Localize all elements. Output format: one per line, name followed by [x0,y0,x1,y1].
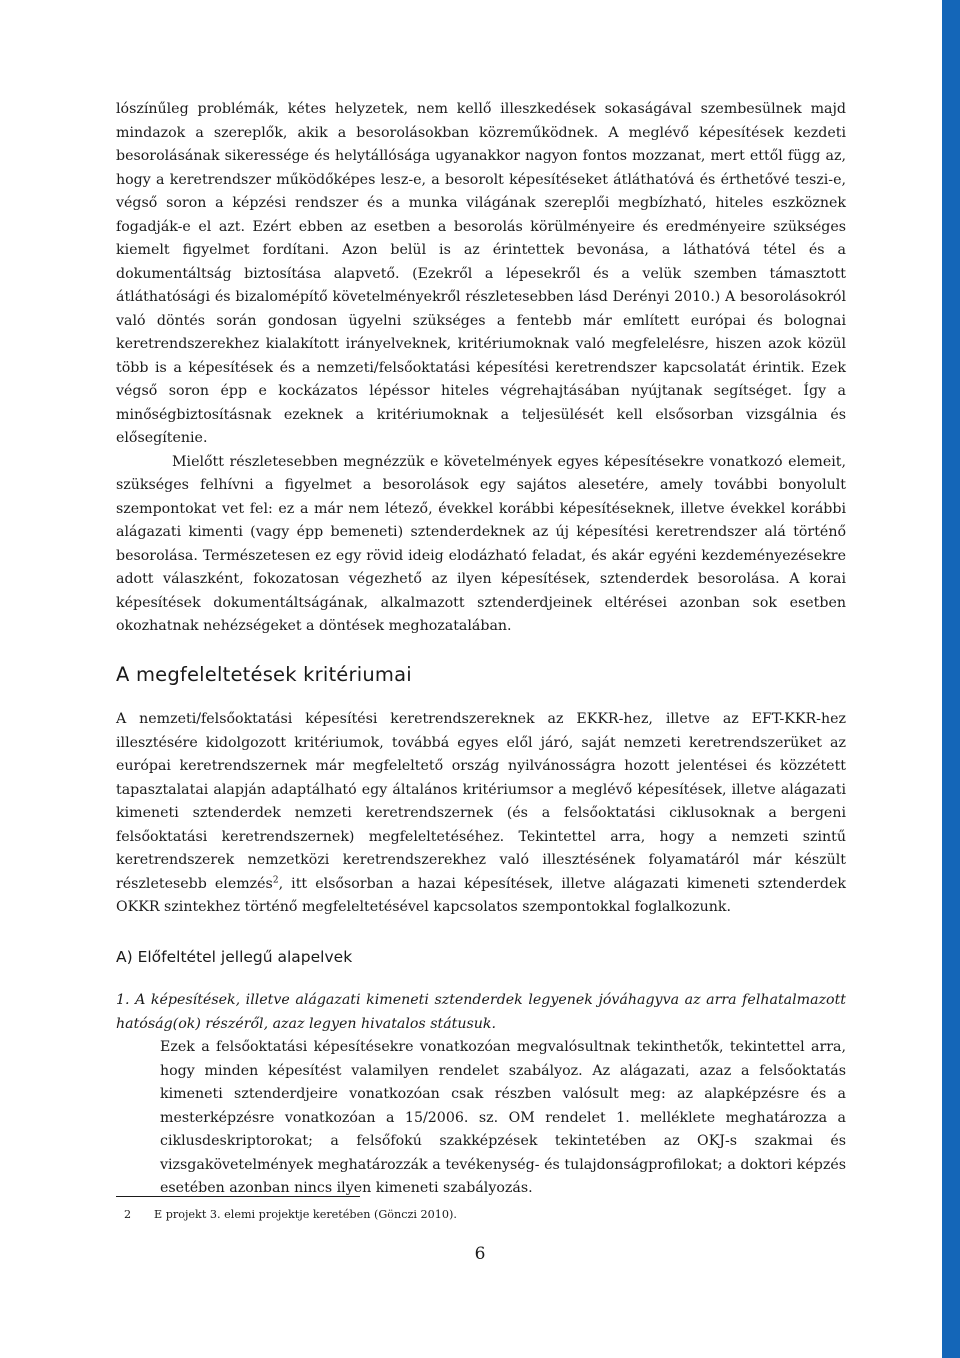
page-number: 6 [474,1244,486,1264]
section-paragraph-part-a: A nemzeti/felsőoktatási képesítési keretrendszereknek az EKKR-hez, illetve az EFT-KKR-hez illesztésére kidolgozott kritériumok, továbbá egyes elől járó, saját nemzeti keretrendszerüket az európai keretrendszernek már megfeleltető ország nyilvánosságra hozott jelentései és közzétett tapasztalatai alapján adaptálható egy általános kritériumsor a meglévő képesítések, illetve alágazati kimeneti sztenderdek nemzeti keretrendszernek (és a felsőoktatási ciklusoknak a bergeni felsőoktatási keretrendszernek) megfeleltetéséhez. Tekintettel arra, hogy a nemzeti szintű keretrendszerek nemzetközi keretrendszerekhez való illesztésének folyamatáról már készült részletesebb elemzés [116,711,846,892]
subsection-heading: A) Előfeltétel jellegű alapelvek [116,947,353,966]
body-paragraph-1: lószínűleg problémák, kétes helyzetek, nem kellő illeszkedések sokaságával szembesülnek majd mindazok a szereplők, akik a besorolásokban közreműködnek. A meglévő képesítések kezdeti besorolásának sikeressége és helytállósága ugyanakkor nagyon fontos mozzanat, mert ettől függ az, hogy a keretrendszer működőképes lesz-e, a besorolt képesítéseket átláthatóvá és érthetővé teszi-e, végső soron a képzési rendszer és a munka világának szereplői megbízható, hiteles eszköznek fogadják-e el azt. Ezért ebben az esetben a besorolás körülményeire és eredményeire szükséges kiemelt figyelmet fordítani. Azon belül is az érintettek bevonása, a láthatóvá tétel és a dokumentáltság biztosítása alapvető. (Ezekről a lépesekről és a velük szemben támasztott átláthatósági és bizalomépítő követelményekről részletesebben lásd Derényi 2010.) A besorolásokról való döntés során gondosan ügyelni szükséges a fentebb már említett európai és bolognai keretrendszerekhez kialakított irányelveknek, kritériumoknak való megfelelésre, hiszen azok közül több is a képesítések és a nemzeti/felsőoktatási képesítési keretrendszer kapcsolatát érintik. Ezek végső soron épp e kockázatos lépéssor hiteles végrehajtásában nyújtanak segítséget. Így a minőségbiztosításnak ezeknek a kritériumoknak a teljesülését kell elsősorban vizsgálnia és elősegítenie. [116,101,846,446]
section-heading: A megfeleltetések kritériumai [116,662,412,686]
footnote-number: 2 [124,1208,132,1221]
criterion-1-explanation: Ezek a felsőoktatási képesítésekre vonatkozóan megvalósultnak tekinthetők, tekintettel arra, hogy minden képesítést valamilyen rendelet szabályoz. Az alágazati, azaz a felsőoktatás kimeneti sztenderdjeire vonatkozóan csak részben valósult meg: az alapképzésre és a mesterképzésre vonatkozóan a 15/2006. sz. OM rendelet 1. melléklete meghatározza a ciklusdeskriptorokat; a felsőfokú szakképzések tekintetében az OKJ-s szakmai és vizsgakövetelmények meghatározzák a tevékenység- és tulajdonságprofilokat; a doktori képzés esetében azonban nincs ilyen kimeneti szabályozás. [160,1039,846,1196]
criterion-1-statement: 1. A képesítések, illetve alágazati kimeneti sztenderdek legyenek jóváhagyva az arra felhatalmazott hatóság(ok) részéről, azaz legyen hivatalos státusuk. [116,992,846,1032]
document-body [116,98,846,1201]
footnote [116,1208,457,1221]
edge-color-bar [942,0,960,1358]
body-paragraph-2: Mielőtt részletesebben megnézzük e követelmények egyes képesítésekre vonatkozó elemeit, szükséges felhívni a figyelmet a besorolások egy sajátos alesetére, amely további bonyolult szempontokat vet fel: ez a már nem létező, évekkel korábbi képesítéseknek, illetve évekkel korábbi alágazati kimenti (vagy épp bemeneti) sztenderdeknek az új képesítési keretrendszer alá történő besorolása. Természetesen ez egy rövid ideig elodázható feladat, és akár egyéni kezdeményezésekre adott válaszként, fokozatosan végezhető az ilyen képesítések, sztenderdek besorolása. A korai képesítések dokumentáltságának, alkalmazott sztenderdjeinek eltérései azonban sok esetben okozhatnak nehézségeket a döntések meghozatalában. [116,453,846,634]
footnote-separator [116,1196,360,1197]
section-paragraph-part-b: , itt elsősorban a hazai képesítések, illetve alágazati kimeneti sztenderdek OKKR szintekhez történő megfeleltetésével kapcsolatos szempontokkal foglalkozunk. [116,875,846,915]
footnote-reference[interactable]: 2 [272,874,279,885]
section-paragraph [116,708,846,920]
footnote-text: E projekt 3. elemi projektje keretében (Gönczi 2010). [154,1208,457,1221]
